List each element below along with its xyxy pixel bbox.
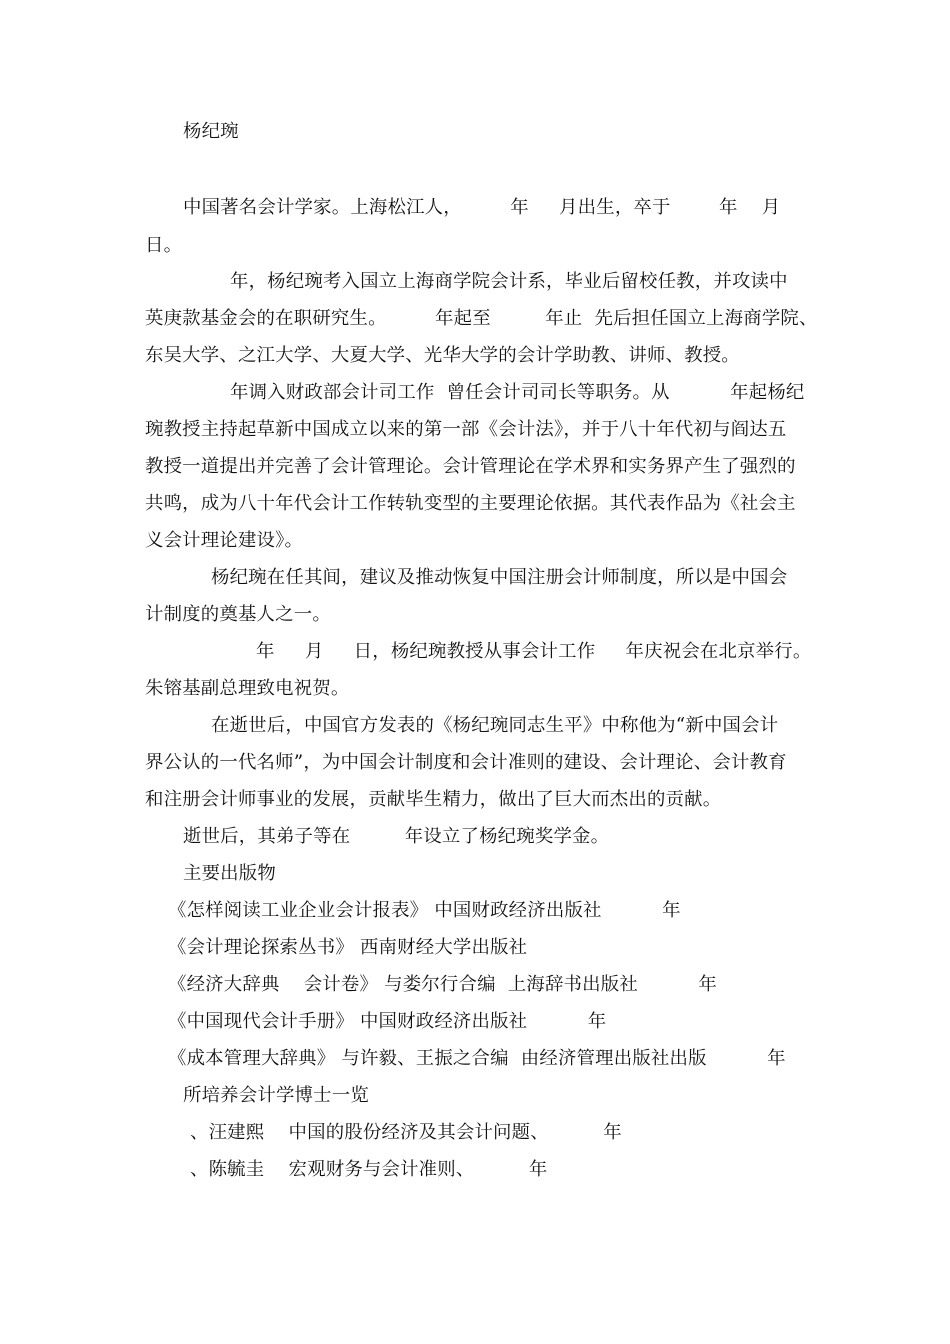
text-line: 在逝世后，中国官方发表的《杨纪琬同志生平》中称他为“新中国会计 [211,715,779,736]
text-line: 和注册会计师事业的发展，贡献毕生精力，做出了巨大而杰出的贡献。 [145,789,722,810]
text-line: 教授一道提出并完善了会计管理论。会计管理论在学术界和实务界产生了强烈的 [145,456,796,477]
section-heading: 所培养会计学博士一览 [183,1085,369,1106]
document-title: 杨纪琬 [183,121,239,142]
publication-item: 《中国现代会计手册》 中国财政经济出版社 年 [168,1011,607,1032]
section-heading: 主要出版物 [183,863,276,884]
text-line: 东吴大学、之江大学、大夏大学、光华大学的会计学助教、讲师、教授。 [145,345,740,366]
text-line: 年，杨纪琬考入国立上海商学院会计系，毕业后留校任教，并攻读中 [230,271,788,292]
text-line: 琬教授主持起草新中国成立以来的第一部《会计法》，并于八十年代初与阎达五 [145,419,787,440]
publication-item: 《会计理论探索丛书》 西南财经大学出版社 [168,937,528,958]
doctor-item: 、汪建熙 中国的股份经济及其会计问题、 年 [190,1122,622,1143]
text-line: 义会计理论建设》。 [145,530,304,551]
doctor-item: 、陈毓圭 宏观财务与会计准则、 年 [190,1159,548,1180]
text-line: 年 月 日，杨纪琬教授从事会计工作 年庆祝会在北京举行。 [256,641,812,662]
text-line: 年调入财政部会计司工作 曾任会计司司长等职务。从 年起杨纪 [230,382,805,403]
text-line: 共鸣，成为八十年代会计工作转轨变型的主要理论依据。其代表作品为《社会主 [145,493,796,514]
text-line: 朱镕基副总理致电祝贺。 [145,678,350,699]
text-line: 计制度的奠基人之一。 [145,604,331,625]
text-line: 日。 [145,235,183,256]
text-line: 杨纪琬在任其间，建议及推动恢复中国注册会计师制度，所以是中国会 [211,567,788,588]
publication-item: 《怎样阅读工业企业会计报表》 中国财政经济出版社 年 [168,900,681,921]
text-line: 逝世后，其弟子等在 年设立了杨纪琬奖学金。 [183,826,610,847]
text-line: 英庚款基金会的在职研究生。 年起至 年止 先后担任国立上海商学院、 [145,308,818,329]
publication-item: 《经济大辞典 会计卷》 与娄尔行合编 上海辞书出版社 年 [168,974,717,995]
text-line: 中国著名会计学家。上海松江人， 年 月出生，卒于 年 月 [183,197,781,218]
publication-item: 《成本管理大辞典》 与许毅、王振之合编 由经济管理出版社出版 年 [168,1048,786,1069]
text-line: 界公认的一代名师”，为中国会计制度和会计准则的建设、会计理论、会计教育 [145,752,787,773]
